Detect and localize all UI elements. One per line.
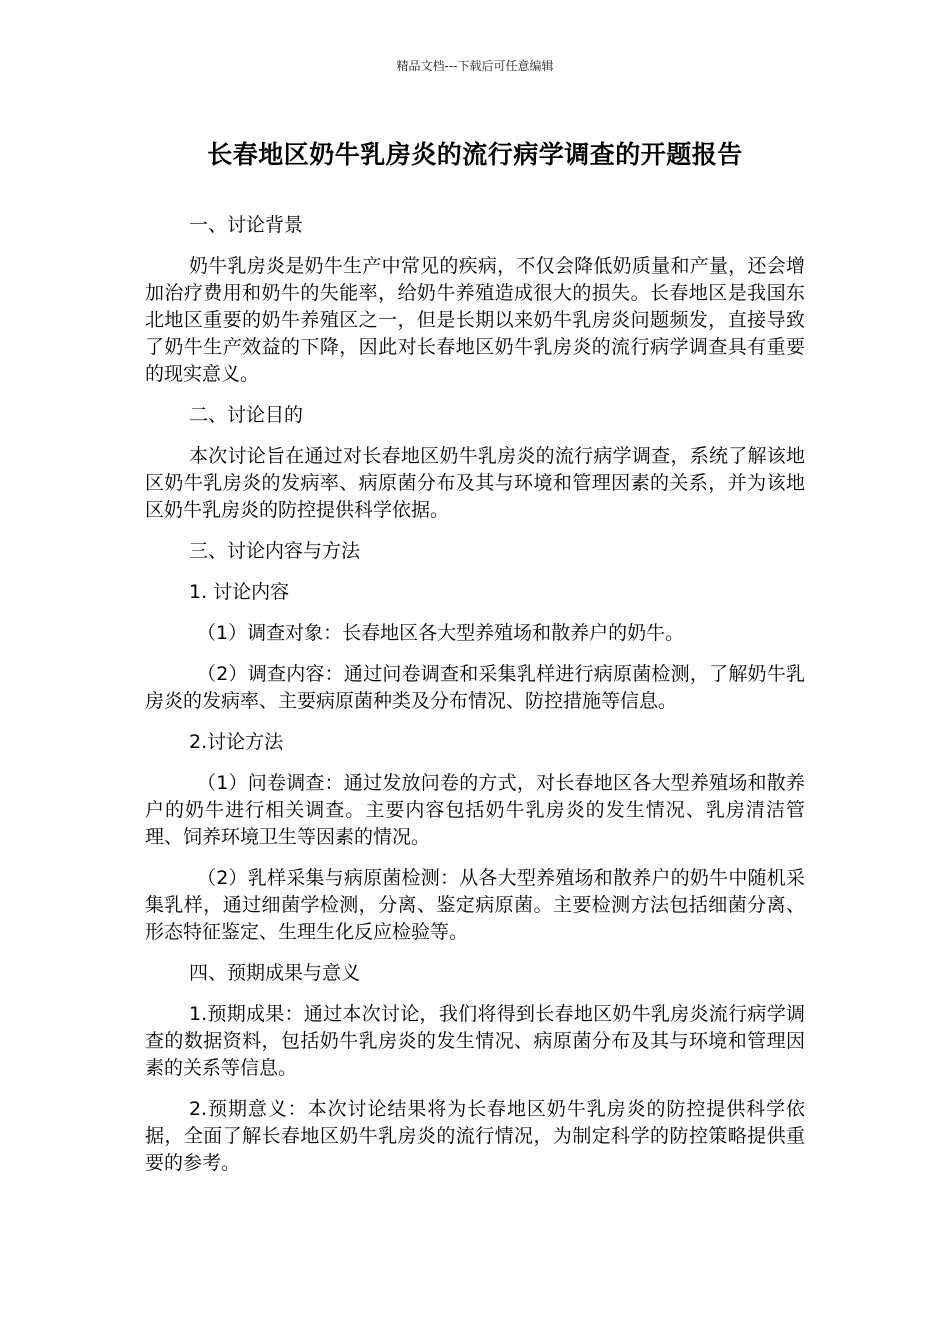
document-body	[145, 212, 805, 1191]
item-survey-subject: （1）调查对象：长春地区各大型养殖场和散养户的奶牛。	[197, 622, 685, 644]
section-heading-purpose: 二、讨论目的	[189, 404, 304, 426]
item-survey-content: （2）调查内容：通过问卷调查和采集乳样进行病原菌检测，了解奶牛乳房炎的发病率、主要病原菌种类及分布情况、防控措施等信息。	[145, 663, 805, 712]
section-heading-expected-results: 四、预期成果与意义	[189, 962, 361, 984]
document-title: 长春地区奶牛乳房炎的流行病学调查的开题报告	[207, 140, 743, 169]
subheading-research-content: 1. 讨论内容	[189, 581, 290, 603]
section-heading-background: 一、讨论背景	[189, 214, 304, 236]
item-milk-sampling: （2）乳样采集与病原菌检测：从各大型养殖场和散养户的奶牛中随机采集乳样，通过细菌学检测，分离、鉴定病原菌。主要检测方法包括细菌分离、形态特征鉴定、生理生化反应检验等。	[145, 867, 805, 943]
paragraph-purpose: 本次讨论旨在通过对长春地区奶牛乳房炎的流行病学调查，系统了解该地区奶牛乳房炎的发病率、病原菌分布及其与环境和管理因素的关系，并为该地区奶牛乳房炎的防控提供科学依据。	[145, 445, 805, 521]
item-expected-significance: 2.预期意义：本次讨论结果将为长春地区奶牛乳房炎的防控提供科学依据，全面了解长春地区奶牛乳房炎的流行情况，为制定科学的防控策略提供重要的参考。	[145, 1098, 805, 1174]
item-questionnaire: （1）问卷调查：通过发放问卷的方式，对长春地区各大型养殖场和散养户的奶牛进行相关调查。主要内容包括奶牛乳房炎的发生情况、乳房清洁管理、饲养环境卫生等因素的情况。	[145, 772, 805, 848]
item-expected-outcome: 1.预期成果：通过本次讨论，我们将得到长春地区奶牛乳房炎流行病学调查的数据资料，包括奶牛乳房炎的发生情况、病原菌分布及其与环境和管理因素的关系等信息。	[145, 1003, 805, 1079]
paragraph-background: 奶牛乳房炎是奶牛生产中常见的疾病，不仅会降低奶质量和产量，还会增加治疗费用和奶牛的失能率，给奶牛养殖造成很大的损失。长春地区是我国东北地区重要的奶牛养殖区之一，但是长期以来奶牛乳房炎问题频发，直接导致了奶牛生产效益的下降，因此对长春地区奶牛乳房炎的流行病学调查具有重要的现实意义。	[145, 255, 805, 385]
subheading-research-methods: 2.讨论方法	[189, 731, 284, 753]
section-heading-content-methods: 三、讨论内容与方法	[189, 540, 361, 562]
page-header-watermark: 精品文档---下载后可任意编辑	[396, 59, 554, 73]
